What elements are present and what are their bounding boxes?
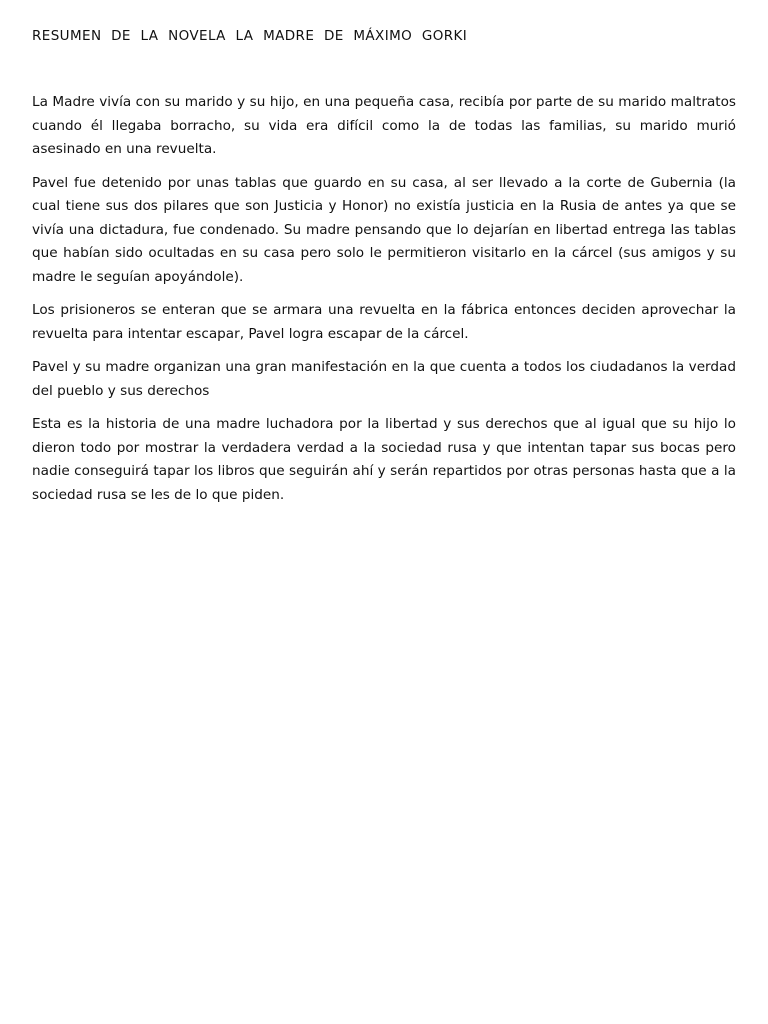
document-title: RESUMEN DE LA NOVELA LA MADRE DE MÁXIMO GORKI <box>32 28 468 44</box>
paragraph-pavel-arrest: Pavel fue detenido por unas tablas que guardo en su casa, al ser llevado a la corte de Gubernia (la cual tiene sus dos pilares que son Justicia y Honor) no existía justicia en la Rusia de antes ya que se vivía una dictadura, fue condenado. Su madre pensando que lo dejarían en libertad entrega las tablas que habían sido ocultadas en su casa pero solo le permitieron visitarlo en la cárcel (sus amigos y su madre le seguían apoyándole). <box>32 174 736 285</box>
document-page <box>32 28 736 517</box>
paragraph-family-life: La Madre vivía con su marido y su hijo, en una pequeña casa, recibía por parte de su marido maltratos cuando él llegaba borracho, su vida era difícil como la de todas las familias, su marido murió asesinado en una revuelta. <box>32 94 736 157</box>
paragraph-conclusion: Esta es la historia de una madre luchadora por la libertad y sus derechos que al igual que su hijo lo dieron todo por mostrar la verdadera verdad a la sociedad rusa y que intentan tapar sus bocas pero nadie conseguirá tapar los libros que seguirán ahí y serán repartidos por otras personas hasta que a la sociedad rusa se les de lo que piden. <box>32 416 736 503</box>
paragraph-manifestation: Pavel y su madre organizan una gran manifestación en la que cuenta a todos los ciudadanos la verdad del pueblo y sus derechos <box>32 359 736 399</box>
paragraph-prison-escape: Los prisioneros se enteran que se armara una revuelta en la fábrica entonces deciden aprovechar la revuelta para intentar escapar, Pavel logra escapar de la cárcel. <box>32 302 736 342</box>
